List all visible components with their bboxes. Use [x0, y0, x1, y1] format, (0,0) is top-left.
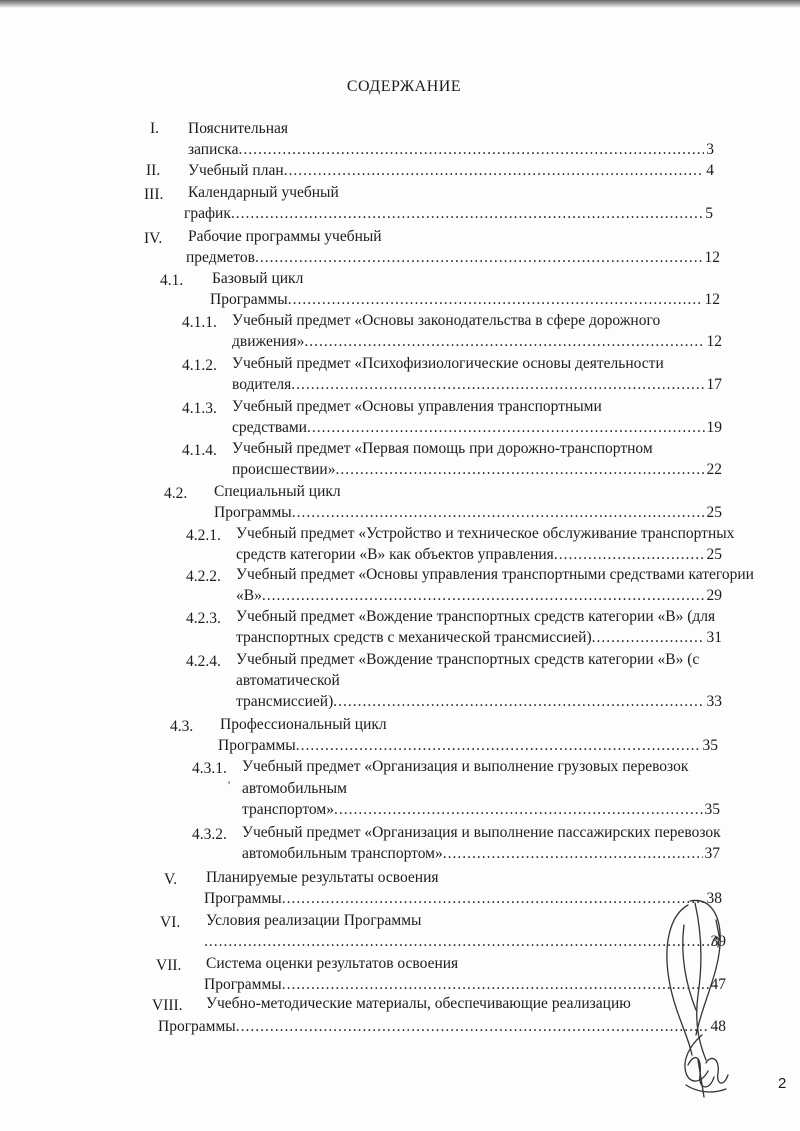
leader-dots	[335, 459, 704, 481]
toc-entry-line[interactable]	[236, 585, 722, 607]
toc-entry-title: Система оценки результатов освоения	[206, 955, 459, 972]
toc-entry-line[interactable]	[188, 160, 714, 182]
toc-entry-number: 4.2.4.	[186, 653, 221, 670]
toc-entry-number: 4.3.2.	[192, 826, 227, 843]
toc-entry-page: 25	[706, 504, 722, 521]
toc-entry-number: I.	[150, 120, 160, 137]
leader-dots	[238, 139, 704, 161]
toc-entry-title-cont: Программы	[204, 890, 282, 907]
stray-mark: '	[228, 778, 231, 792]
toc-entry-number: VI.	[160, 914, 181, 931]
signature-mark	[640, 885, 760, 1125]
toc-entry-title: Учебный предмет «Устройство и техническое обслуживание транспортных	[236, 525, 735, 542]
toc-entry-title: Учебный предмет «Вождение транспортных средств категории «В» (с	[236, 651, 700, 668]
leader-dots	[334, 799, 703, 821]
leader-dots	[284, 160, 705, 182]
toc-entry-number: V.	[164, 871, 178, 888]
toc-entry-title-cont: автоматической	[236, 672, 340, 689]
leader-dots	[292, 502, 705, 524]
toc-entry-page: 12	[704, 249, 720, 266]
leader-dots	[296, 735, 701, 757]
toc-entry-title-cont: трансмиссией)	[236, 693, 334, 710]
toc-entry-title: Учебный предмет «Организация и выполнение пассажирских перевозок	[242, 824, 721, 841]
leader-dots	[333, 691, 704, 713]
toc-entry-line[interactable]	[232, 374, 722, 396]
toc-entry-number: 4.1.	[160, 272, 184, 289]
toc-entry-page: 47	[710, 976, 726, 993]
toc-entry-number: 4.1.3.	[182, 400, 217, 417]
toc-entry-page: 29	[706, 587, 722, 604]
toc-entry-title: Пояснительная	[188, 120, 289, 137]
toc-entry-title: Календарный учебный	[188, 184, 339, 201]
toc-entry-page: 48	[710, 1018, 726, 1035]
toc-entry-title: Учебный предмет «Основы управления транспортными средствами категории	[236, 566, 754, 583]
toc-entry-number: 4.2.2.	[186, 568, 221, 585]
leader-dots	[554, 544, 705, 566]
toc-entry-page: 37	[704, 845, 720, 862]
toc-entry-line[interactable]	[242, 843, 720, 865]
toc-entry-title: Учебный план	[188, 162, 284, 179]
toc-entry-number: 4.3.1.	[192, 760, 227, 777]
toc-entry-page: 5	[705, 205, 713, 222]
toc-entry-page: 17	[706, 376, 722, 393]
toc-entry-title: Планируемые результаты освоения	[206, 869, 439, 886]
toc-entry-number: 4.1.2.	[182, 357, 217, 374]
toc-entry-line[interactable]	[236, 544, 722, 566]
page-title: СОДЕРЖАНИЕ	[346, 78, 462, 95]
leader-dots	[288, 289, 703, 311]
page-number: 2	[778, 1075, 787, 1092]
toc-entry-title: Учебно-методические материалы, обеспечивающие реализацию	[206, 995, 631, 1012]
toc-entry-line[interactable]	[188, 139, 714, 161]
toc-entry-page: 19	[706, 419, 722, 436]
leader-dots	[255, 247, 703, 269]
toc-entry-number: 4.1.4.	[182, 442, 217, 459]
toc-entry-line[interactable]	[236, 691, 722, 713]
toc-entry-title: Учебный предмет «Психофизиологические основы деятельности	[232, 355, 664, 372]
toc-entry-number: 4.2.1.	[186, 527, 221, 544]
toc-entry-page: 12	[704, 291, 720, 308]
toc-entry-title-cont: Программы	[218, 737, 296, 754]
toc-entry-page: 39	[710, 933, 726, 950]
leader-dots	[236, 1016, 709, 1038]
toc-entry-title-cont: автомобильным транспортом»	[242, 845, 443, 862]
leader-dots	[262, 585, 705, 607]
leader-dots	[291, 374, 704, 396]
toc-entry-number: 4.3.	[170, 718, 194, 735]
leader-dots	[307, 417, 705, 439]
toc-entry-page: 4	[706, 162, 714, 179]
toc-entry-title-cont: движения»	[232, 333, 305, 350]
toc-entry-title-cont: записка	[188, 141, 239, 158]
toc-entry-number: 4.2.	[164, 485, 188, 502]
toc-entry-page: 25	[706, 546, 722, 563]
toc-entry-number: 4.2.3.	[186, 610, 221, 627]
leader-dots	[231, 203, 703, 225]
toc-entry-title: Специальный цикл	[214, 483, 341, 500]
leader-dots	[592, 627, 705, 649]
toc-entry-title-cont: Программы	[158, 1018, 236, 1035]
toc-entry-number: II.	[146, 162, 161, 179]
toc-entry-title: Учебный предмет «Основы законодательства в сфере дорожного	[232, 312, 661, 329]
toc-entry-number: VIII.	[152, 997, 183, 1014]
toc-entry-page: 33	[706, 693, 722, 710]
toc-entry-line[interactable]	[232, 417, 722, 439]
toc-entry-title: Учебный предмет «Организация и выполнение грузовых перевозок	[242, 758, 689, 775]
toc-entry-line[interactable]	[186, 247, 720, 269]
toc-entry-title: Рабочие программы учебный	[188, 228, 382, 245]
toc-entry-page: 35	[704, 801, 720, 818]
toc-entry-title-cont: средствами	[232, 419, 307, 436]
toc-entry-title-cont: предметов	[186, 249, 255, 266]
toc-entry-page: 22	[706, 461, 722, 478]
leader-dots	[443, 843, 703, 865]
toc-entry-title-cont: средств категории «В» как объектов управления	[236, 546, 554, 563]
toc-entry-line[interactable]	[214, 502, 722, 524]
toc-entry-title-cont: водителя	[232, 376, 292, 393]
toc-entry-title: Профессиональный цикл	[220, 716, 387, 733]
toc-entry-line[interactable]	[232, 459, 722, 481]
toc-entry-page: 38	[706, 890, 722, 907]
toc-entry-title-cont: «В»	[236, 587, 262, 604]
toc-entry-title-cont: Программы	[214, 504, 292, 521]
toc-entry-title: Учебный предмет «Основы управления транспортными	[232, 398, 602, 415]
toc-entry-title-cont: график	[184, 205, 231, 222]
leader-dots	[204, 931, 709, 953]
toc-entry-line[interactable]	[184, 203, 713, 225]
toc-entry-title-cont: транспортных средств с механической трансмиссией)	[236, 629, 592, 646]
toc-entry-title-cont: автомобильным	[242, 780, 347, 797]
toc-entry-title-cont: происшествии»	[232, 461, 336, 478]
toc-entry-page: 3	[706, 141, 714, 158]
toc-entry-number: IV.	[144, 230, 163, 247]
toc-entry-line[interactable]	[232, 331, 722, 353]
toc-entry-title-cont: транспортом»	[242, 801, 334, 818]
toc-entry-number: III.	[144, 186, 164, 203]
toc-entry-title: Учебный предмет «Вождение транспортных средств категории «В» (для	[236, 608, 716, 625]
toc-entry-page: 12	[706, 333, 722, 350]
toc-entry-title-cont: Программы	[204, 976, 282, 993]
toc-entry-title: Условия реализации Программы	[206, 912, 422, 929]
toc-entry-page: 31	[706, 629, 722, 646]
toc-entry-page: 35	[702, 737, 718, 754]
toc-entry-number: 4.1.1.	[182, 314, 217, 331]
leader-dots	[304, 331, 704, 353]
toc-entry-title: Базовый цикл	[212, 270, 304, 287]
toc-entry-line[interactable]	[218, 735, 718, 757]
toc-entry-line[interactable]	[242, 799, 720, 821]
toc-entry-line[interactable]	[236, 627, 722, 649]
toc-entry-number: VII.	[156, 957, 182, 974]
toc-entry-line[interactable]	[210, 289, 720, 311]
toc-entry-title: Учебный предмет «Первая помощь при дорожно-транспортном	[232, 440, 653, 457]
toc-entry-title-cont: Программы	[210, 291, 288, 308]
